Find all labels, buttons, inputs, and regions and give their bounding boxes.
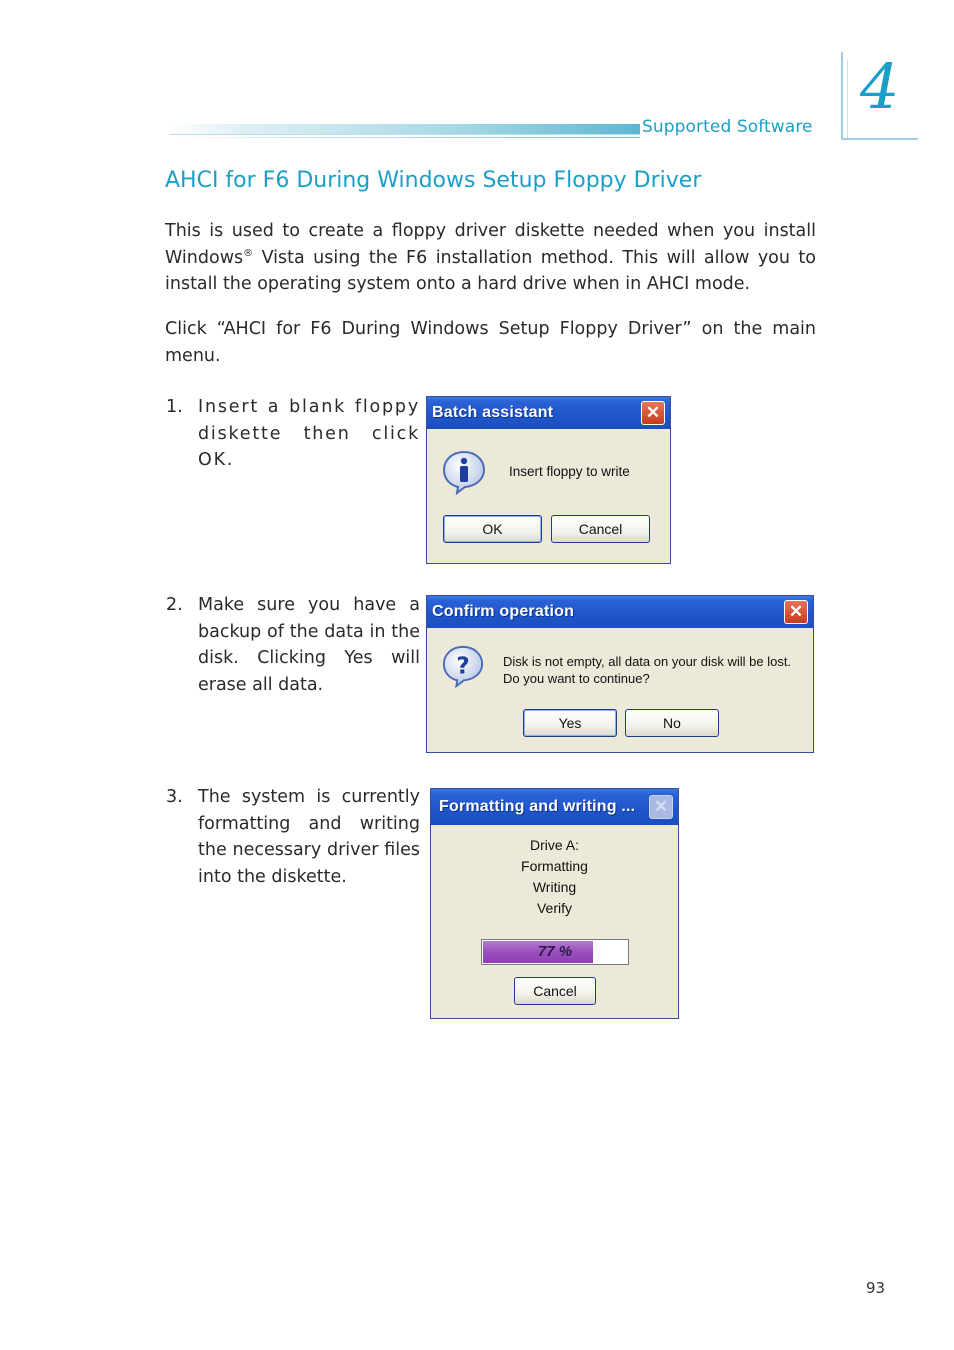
status-lines bbox=[431, 835, 678, 919]
status-drive: Drive A: bbox=[529, 837, 579, 853]
step-number: 3. bbox=[166, 787, 183, 807]
chapter-marker bbox=[838, 52, 918, 142]
dialog-message-line2: Do you want to continue? bbox=[503, 671, 650, 686]
chapter-rule-horizontal bbox=[841, 138, 918, 140]
close-button[interactable] bbox=[784, 600, 808, 624]
close-icon: ✕ bbox=[788, 602, 804, 621]
close-icon: ✕ bbox=[645, 403, 661, 422]
yes-button[interactable]: Yes bbox=[523, 709, 617, 737]
close-button[interactable] bbox=[641, 401, 665, 425]
no-button[interactable]: No bbox=[625, 709, 719, 737]
dialog-titlebar bbox=[427, 596, 813, 628]
progress-bar bbox=[481, 939, 629, 965]
section-heading: AHCI for F6 During Windows Setup Floppy Driver bbox=[165, 168, 702, 193]
dialog-title: Batch assistant bbox=[432, 404, 554, 421]
progress-label: 77 % bbox=[537, 943, 573, 960]
dialog-titlebar bbox=[427, 397, 670, 429]
step-number: 1. bbox=[166, 397, 183, 417]
close-icon: ✕ bbox=[653, 797, 669, 816]
chapter-rule-vertical-inner bbox=[847, 60, 848, 140]
svg-text:?: ? bbox=[456, 653, 470, 680]
step-text: Insert a blank floppy diskette then click OK. bbox=[198, 397, 420, 470]
cancel-button[interactable]: Cancel bbox=[551, 515, 650, 543]
page-number: 93 bbox=[866, 1279, 886, 1297]
dialog-title: Formatting and writing ... bbox=[439, 798, 636, 815]
intro-paragraph-1 bbox=[165, 218, 816, 298]
registered-mark: ® bbox=[243, 247, 254, 259]
header-rule bbox=[170, 124, 640, 135]
status-formatting: Formatting bbox=[521, 858, 588, 874]
dialog-message-line1: Disk is not empty, all data on your disk will be lost. bbox=[503, 654, 792, 669]
formatting-progress-dialog bbox=[430, 788, 679, 1019]
intro-text-b: Vista using the F6 installation method. This will allow you to install the operating system onto a hard drive when in AHCI mode. bbox=[165, 247, 816, 294]
chapter-number: 4 bbox=[860, 50, 900, 123]
status-verify: Verify bbox=[536, 900, 572, 916]
chapter-rule-vertical bbox=[841, 52, 843, 140]
step-number: 2. bbox=[166, 595, 183, 615]
info-icon bbox=[441, 449, 487, 495]
confirm-operation-dialog bbox=[426, 595, 814, 753]
step-text: The system is currently formatting and writing the necessary driver files into the diskette. bbox=[198, 787, 420, 887]
batch-assistant-dialog bbox=[426, 396, 671, 564]
dialog-message: Insert floppy to write bbox=[509, 464, 630, 479]
dialog-titlebar bbox=[431, 789, 678, 825]
question-icon bbox=[441, 644, 485, 688]
cancel-button[interactable]: Cancel bbox=[514, 977, 596, 1005]
intro-paragraph-2: Click “AHCI for F6 During Windows Setup Floppy Driver” on the main menu. bbox=[165, 319, 816, 366]
step-text: Make sure you have a backup of the data in the disk. Clicking Yes will erase all data. bbox=[198, 595, 420, 695]
close-button[interactable] bbox=[649, 795, 673, 819]
dialog-title: Confirm operation bbox=[432, 603, 575, 620]
status-writing: Writing bbox=[532, 879, 577, 895]
ok-button[interactable]: OK bbox=[443, 515, 542, 543]
header-section-title: Supported Software bbox=[642, 117, 813, 137]
intro-text-a: This is used to create a floppy driver diskette needed when you install Windows bbox=[165, 221, 816, 268]
